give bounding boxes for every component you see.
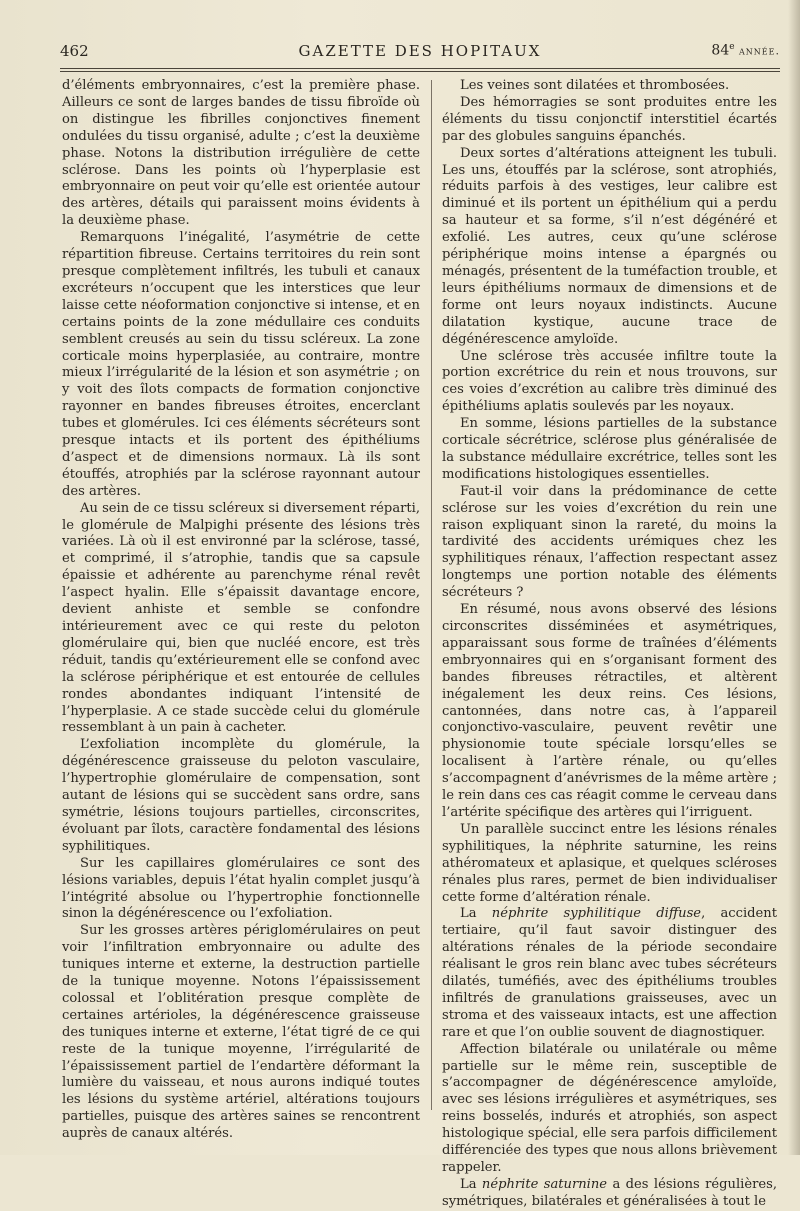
year-number: 84 [711,42,730,59]
paragraph: Faut-il voir dans la prédominance de cette sclérose sur les voies d’excrétion du rein une raison expliquant sinon la rareté, du moins la tardivité des accidents urémiques chez les syphilitiques rénaux, l’affection respectant assez longtemps une portion notable des éléments sécréteurs ? [442,483,777,601]
text-run: , accident tertiaire, qu’il faut savoir distinguer des altérations rénales de la période secondaire réalisant le gros rein blanc avec tubes sécréteurs dilatés, tuméfiés, avec des épithéliums troubles infiltrés de granulations graisseuses, avec un stroma et des vaisseaux intacts, est une affection rare et que l’on oublie souvent de diagnostiquer. [442,906,777,1040]
paragraph: Affection bilatérale ou unilatérale ou même partielle sur le même rein, susceptible de s’accompagner de dégénérescence amyloïde, avec ses lésions irrégulières et asymétriques, ses reins bosselés, indurés et atrophiés, son aspect histologique spécial, elle sera parfois difficilement différenciée des types que nous allons brièvement rappeler. [442,1041,777,1175]
text-run: a des lésions régulières, symétriques, bilatérales et généralisées à tout le [442,1176,777,1209]
year-superscript: e [729,42,735,52]
left-column [62,78,420,1143]
paragraph: Une sclérose très accusée infiltre toute la portion excrétrice du rein et nous trouvons, sur ces voies d’excrétion au calibre très diminué des épithéliums aplatis soulevés par les noyaux. [442,348,777,415]
right-column [442,78,777,1211]
paragraph: Des hémorragies se sont produites entre les éléments du tissu conjonctif interstitiel écartés par des globules sanguins épanchés. [442,94,777,144]
paragraph: En somme, lésions partielles de la substance corticale sécrétrice, sclérose plus généralisée de la substance médullaire excrétrice, telles sont les modifications histologiques essentielles. [442,416,777,482]
header-rule-top [60,68,780,69]
italic-term: néphrite syphilitique diffuse [491,906,702,922]
paragraph [442,1177,777,1211]
paragraph: Sur les grosses artères périglomérulaires on peut voir l’infiltration embryonnaire ou adulte des tuniques interne et externe, la destruction partielle de la tunique moyenne. Notons l’épaississement colossal et l’oblitération presque complète de certaines artérioles, la dégénérescence graisseuse des tuniques interne et externe, l’état tigré de ce qui reste de la tunique moyenne, l’irrégularité de l’épaississement partiel de l’endartère déformant la lumière du vaisseau, et nous aurons indiqué toutes les lésions du système artériel, altérations toujours partielles, puisque des artères saines se rencontrent auprès de canaux altérés. [62,923,420,1142]
header-rule-bottom [60,71,780,72]
paragraph: En résumé, nous avons observé des lésions circonscrites disséminées et asymétriques, apparaissant sous forme de traînées d’éléments embryonnaires qui en s’organisant forment des bandes fibreuses rétractiles, et altèrent inégalement les deux reins. Ces lésions, cantonnées, dans notre cas, à l’appareil conjonctivo-vasculaire, peuvent revêtir une physionomie toute spéciale lorsqu’elles se localisent à l’artère rénale, ou qu’elles s’accompagnent d’anévrismes de la même artère ; le rein dans ces cas réagit comme le cerveau dans l’artérite spécifique des artères qui l’irriguent. [442,602,778,820]
paragraph: Les veines sont dilatées et thrombosées. [460,78,730,93]
paragraph: Sur les capillaires glomérulaires ce sont des lésions variables, depuis l’état hyalin complet jusqu’à l’intégrité absolue ou l’hypertrophie fonctionnelle sinon la dégénérescence ou l’exfoliation. [62,855,420,922]
journal-title: GAZETTE DES HOPITAUX [298,42,542,60]
page-edge-shadow [788,0,800,1155]
column-separator [431,80,432,1110]
page-number: 462 [60,42,89,60]
page-header [60,38,780,68]
paragraph: Au sein de ce tissu scléreux si diversement réparti, le glomérule de Malpighi présente des lésions très variées. Là où il est environné par la sclérose, tassé, et comprimé, il s’atrophie, tandis que sa capsule épaissie et adhérente au parenchyme rénal revêt l’aspect hyalin. Elle s’épaissit davantage encore, devient anhiste et semble se confondre intérieurement avec ce qui reste du peloton glomérulaire qui, bien que nucléé encore, est très réduit, tandis qu’extérieurement elle se confond avec la sclérose périphérique et est entourée de cellules rondes abondantes indiquant l’intensité de l’hyperplasie. A ce stade succède celui du glomérule ressemblant à un pain à cacheter. [62,500,420,736]
year-word: année. [739,44,780,58]
year-label [711,42,780,59]
paragraph: d’éléments embryonnaires, c’est la première phase. Ailleurs ce sont de larges bandes de tissu fibroïde où on distingue les fibrilles conjonctives finement ondulées du tissu organisé, adulte ; c’est la deuxième phase. Notons la distribution irrégulière de cette sclérose. Dans les points où l’hyperplasie est embryonnaire on peut voir qu’elle est orientée autour des artères, détails qui paraissent moins évidents à la deuxième phase. [62,78,420,229]
text-run: La [460,1176,482,1192]
paragraph: L’exfoliation incomplète du glomérule, la dégénérescence graisseuse du peloton vasculaire, l’hypertrophie glomérulaire de compensation, sont autant de lésions qui se succèdent sans ordre, sans symétrie, lésions toujours partielles, circonscrites, évoluant par îlots, caractère fondamental des lésions syphilitiques. [62,737,420,854]
paragraph: Deux sortes d’altérations atteignent les tubuli. Les uns, étouffés par la sclérose, sont atrophiés, réduits parfois à des vestiges, leur calibre est diminué et ils portent un épithélium qui a perdu sa hauteur et sa forme, s’il n’est dégénéré et exfolié. Les autres, ceux qu’une sclérose périphérique moins intense a épargnés ou ménagés, présentent de la tuméfaction trouble, et leurs épithéliums normaux de dimensions et de forme ont leurs noyaux indistincts. Aucune dilatation kystique, aucune trace de dégénérescence amyloïde. [442,145,777,347]
paragraph: Remarquons l’inégalité, l’asymétrie de cette répartition fibreuse. Certains territoires du rein sont presque complètement infiltrés, les tubuli et canaux excréteurs n’occupent que les interstices que leur laisse cette néoformation conjonctive si intense, et en certains points de la zone médullaire ces conduits semblent creusés au sein du tissu scléreux. La zone corticale moins hyperplasiée, au contraire, montre mieux l’irrégularité de la lésion et son asymétrie ; on y voit des îlots compacts de formation conjonctive rayonner en bandes fibreuses étroites, encerclant tubes et glomérules. Ici ces éléments sécréteurs sont presque intacts et ils portent des épithéliums d’aspect et de dimensions normaux. Là ils sont étouffés, atrophiés par la sclérose rayonnant autour des artères. [62,230,420,499]
paragraph: Un parallèle succinct entre les lésions rénales syphilitiques, la néphrite saturnine, les reins athéromateux et aplasique, et quelques scléroses rénales plus rares, permet de bien individualiser cette forme d’altération rénale. [442,821,777,905]
text-run: La [460,906,492,922]
paragraph [442,906,777,1041]
italic-term: néphrite saturnine [481,1176,608,1192]
